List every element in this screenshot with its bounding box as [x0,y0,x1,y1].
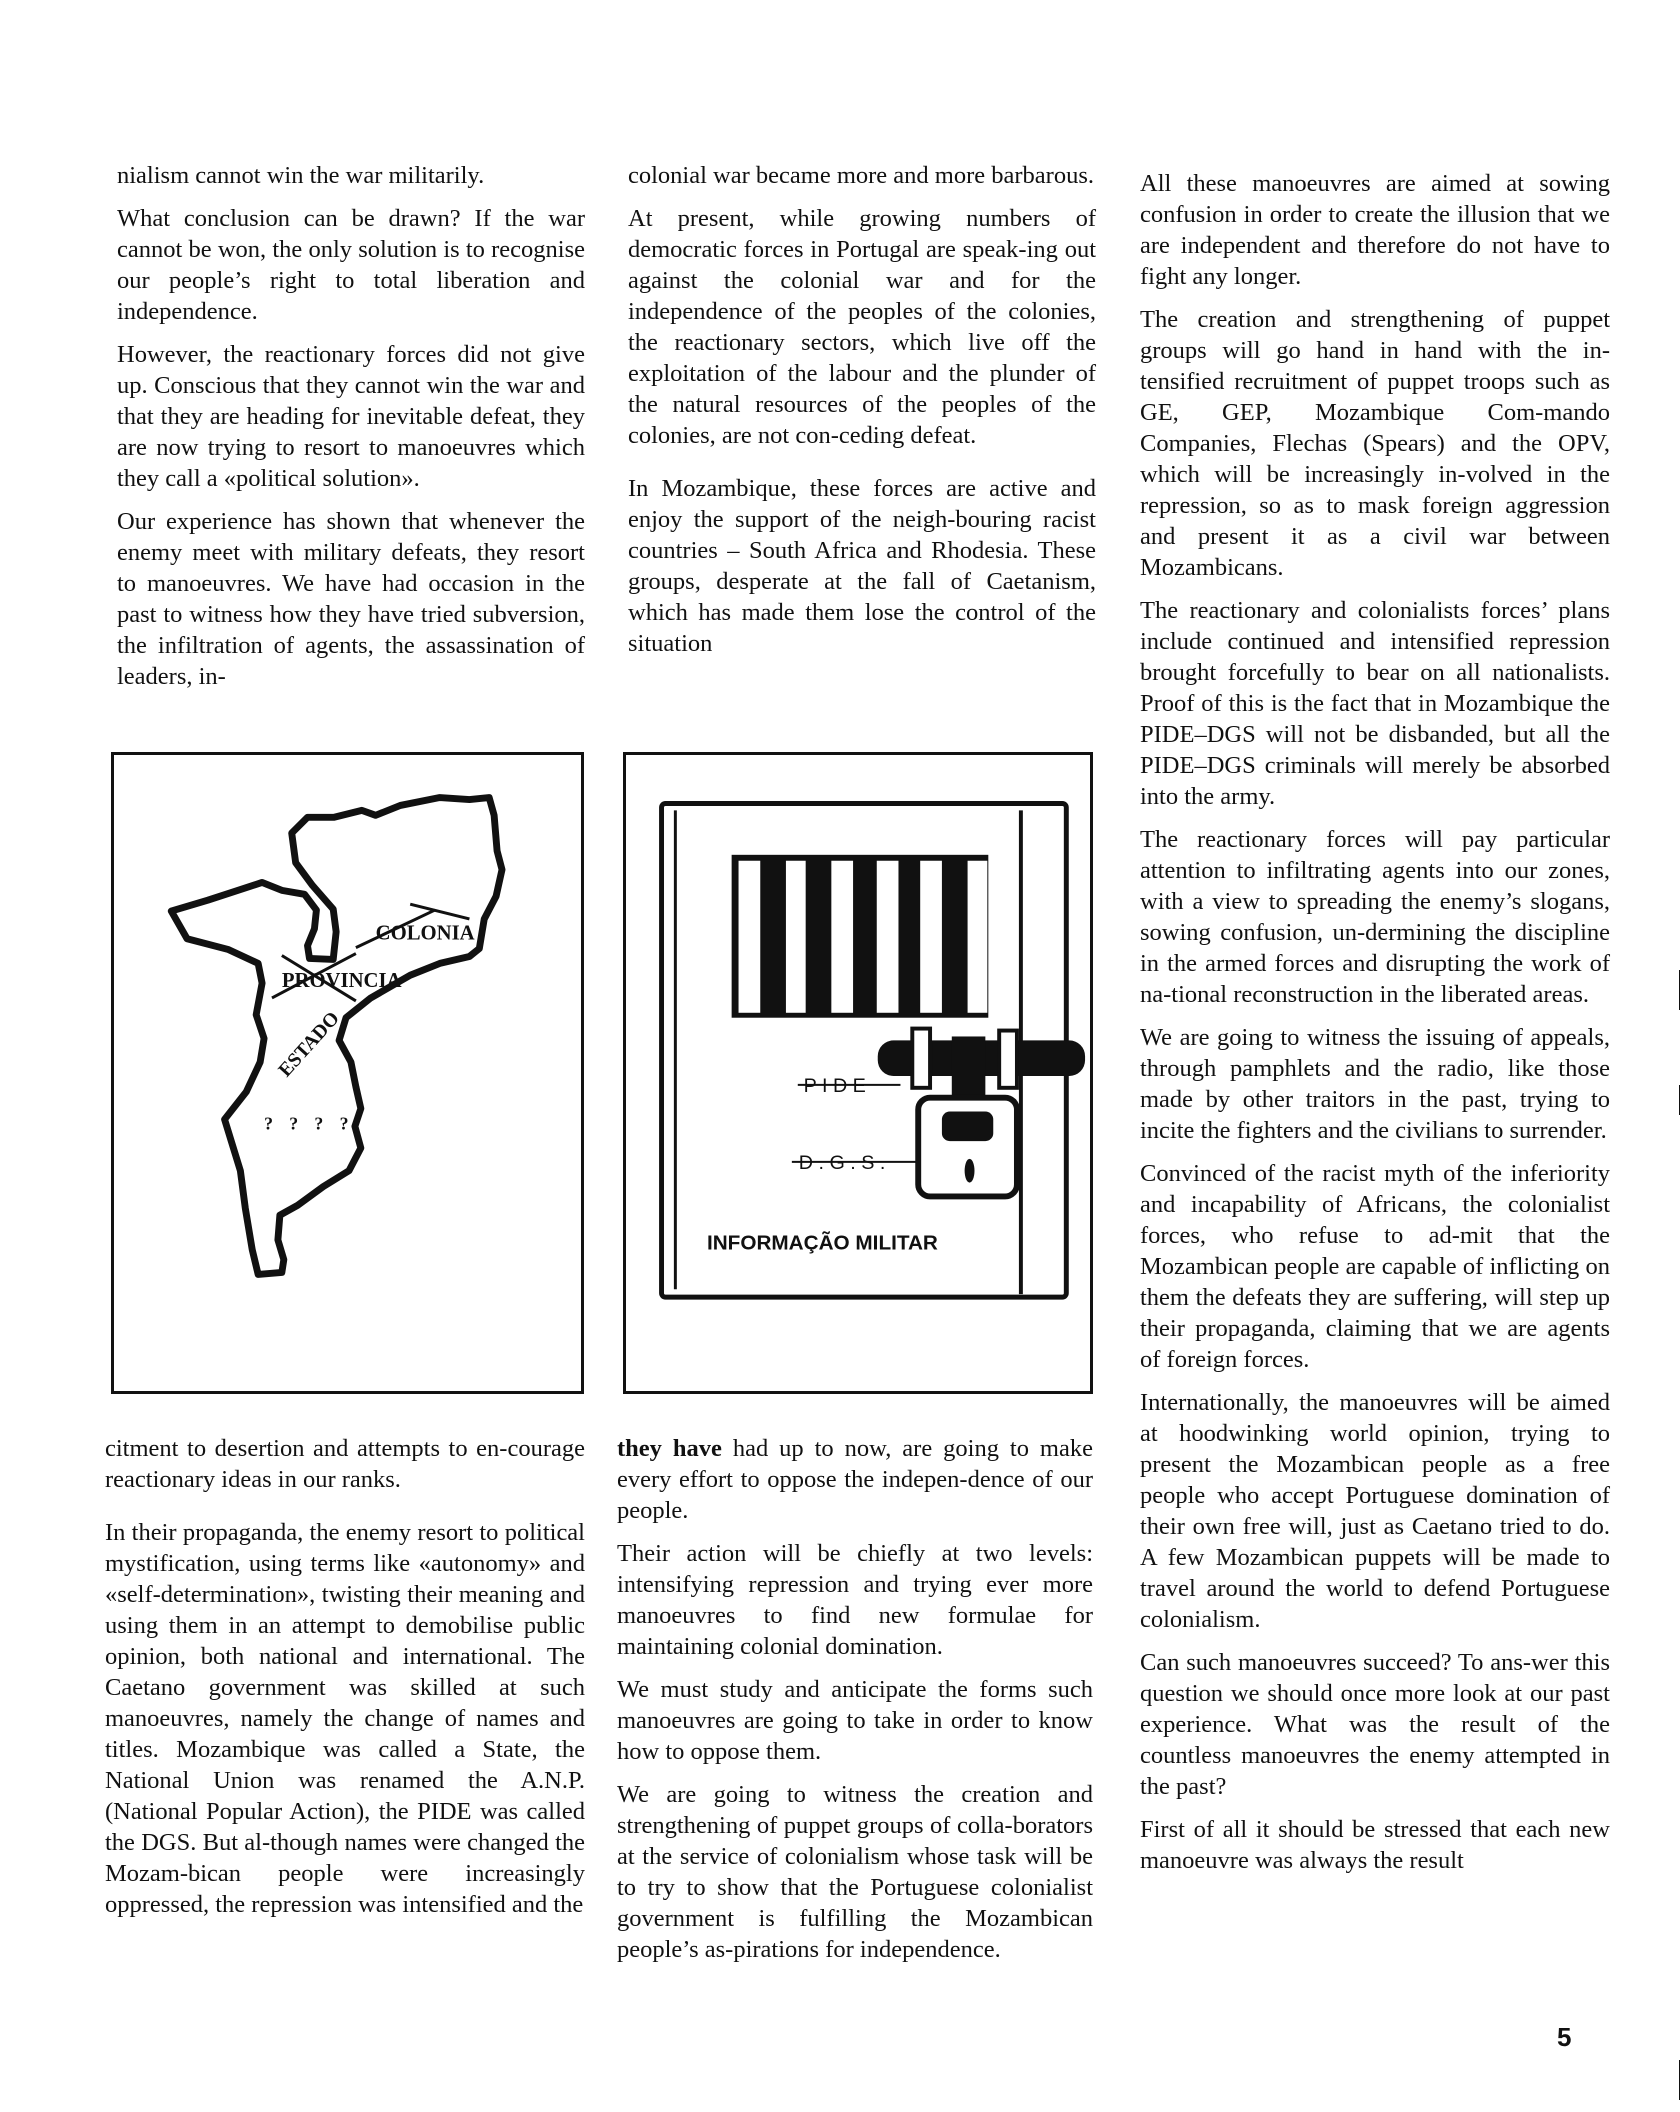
paragraph: In Mozambique, these forces are active and enjoy the support of the neigh-bouring racist countries – South Africa and Rhodesia. These groups, desperate at the fall of Caetanism, which has made them lose the control of the situation [628,475,1096,657]
paragraph: citment to desertion and attempts to en-courage reactionary ideas in our ranks. [105,1435,585,1493]
paragraph: All these manoeuvres are aimed at sowing confusion in order to create the illusion that we are independent and therefore do not have to fight any longer. [1140,170,1610,290]
paragraph: What conclusion can be drawn? If the war cannot be won, the only solution is to recognise our people’s right to total liberation and independence. [117,205,585,325]
bold-lead: they have [617,1435,722,1462]
paragraph: The reactionary and colonialists forces’ plans include continued and intensified repression brought forcefully to bear on all nationalists. Proof of this is the fact that in Mozambique the PIDE–DGS will not be disbanded, but all the PIDE–DGS criminals will merely be absorbed into the army. [1140,597,1610,810]
file-caption: INFORMAÇÃO MILITAR [706,1231,938,1255]
paragraph: Convinced of the racist myth of the inferiority and incapability of Africans, the colonialist forces, who refuse to ad-mit that the Mozambican people are capable of inflicting on them the defeats they are suffering, will step up their propaganda, claiming that we are agents of foreign forces. [1140,1160,1610,1373]
mozambique-map-icon [114,755,581,1391]
column-1-bottom-text [105,1433,585,1932]
column-2-top-text [628,160,1096,671]
mozambique-map-figure [111,752,584,1394]
paragraph: First of all it should be stressed that each new manoeuvre was always the result [1140,1816,1610,1874]
paragraph: Can such manoeuvres succeed? To ans-wer this question we should once more look at our past experience. What was the result of the countless manoeuvres the enemy attempted in the past? [1140,1649,1610,1800]
paragraph: colonial war became more and more barbarous. [628,162,1094,189]
paragraph-rest: had up to now, are going to make every effort to oppose the indepen-dence of our people. [617,1435,1093,1524]
column-2-bottom-text [617,1433,1093,1977]
pide-file-figure [623,752,1093,1394]
paragraph: The reactionary forces will pay particular attention to infiltrating agents into our zones, with a view to spreading the enemy’s slogans, sowing confusion, un-dermining the discipline in the armed forces and disrupting the work of na-tional reconstruction in the liberated areas. [1140,826,1610,1008]
label-provincia: PROVINCIA [281,970,402,993]
paragraph: We are going to witness the issuing of appeals, through pamphlets and the radio, like those made by other traitors in the past, trying to incite the fighters and the civilians to surrender. [1140,1024,1610,1144]
label-unknown: ? ? ? ? [264,1113,355,1134]
paragraph: nialism cannot win the war militarily. [117,162,485,189]
paragraph: We are going to witness the creation and strengthening of puppet groups of colla-borators at the service of colonialism whose task will be to try to show that the Portuguese colonialist government is fulfilling the Mozambican people’s as-pirations for independence. [617,1781,1093,1963]
page-number: 5 [1557,2022,1572,2052]
struck-label-pide: P I D E [803,1074,866,1097]
paragraph: Internationally, the manoeuvres will be aimed at hoodwinking world opinion, trying to present the Mozambican people as a free people who accept Portuguese domination of their own free will, just as Caetano tried to do. A few Mozambican puppets will be made to travel around the world to defend Portuguese colonialism. [1140,1389,1610,1633]
paragraph: The creation and strengthening of puppet groups will go hand in hand with the in-tensified recruitment of puppet troops such as GE, GEP, Mozambique Com-mando Companies, Flechas (Spears) and the OPV, which will be increasingly in-volved in the repression, so as to mask foreign aggression and present it as a civil war between Mozambicans. [1140,306,1610,581]
paragraph: Our experience has shown that whenever the enemy meet with military defeats, they resort to manoeuvres. We have had occasion in the past to witness how they have tried subversion, the infiltration of agents, the assassination of leaders, in- [117,508,585,690]
paragraph: We must study and anticipate the forms such manoeuvres are going to take in order to know how to oppose them. [617,1676,1093,1765]
locked-file-icon [626,755,1090,1391]
paragraph: However, the reactionary forces did not give up. Conscious that they cannot win the war and that they are heading for inevitable defeat, they are now trying to resort to manoeuvres which they call a «political solution». [117,341,585,492]
paragraph: Their action will be chiefly at two levels: intensifying repression and trying ever more manoeuvres to find new formulae for maintaining colonial domination. [617,1540,1093,1660]
paragraph: At present, while growing numbers of democratic forces in Portugal are speak-ing out against the colonial war and for the independence of the peoples of the colonies, the reactionary sectors, which live off the exploitation of the labour and the plunder of the natural resources of the peoples of the colonies, are not con-ceding defeat. [628,205,1096,449]
label-estado: ESTADO [274,1007,344,1082]
column-1-top-text [117,160,585,704]
paragraph: In their propaganda, the enemy resort to political mystification, using terms like «autonomy» and «self-determination», twisting their meaning and using them in an attempt to demobilise public opinion, both national and international. The Caetano government was skilled at such manoeuvres, namely the change of names and titles. Mozambique was called a State, the National Union was renamed the A.N.P. (National Popular Action), the PIDE was called the DGS. But al-though names were changed the Mozam-bican people were increasingly oppressed, the repression was intensified and the [105,1519,585,1918]
label-colonia: COLONIA [375,922,475,945]
paragraph [617,1433,1093,1526]
column-3-text [1140,168,1610,1888]
struck-label-dgs: D . G . S . [798,1151,886,1174]
